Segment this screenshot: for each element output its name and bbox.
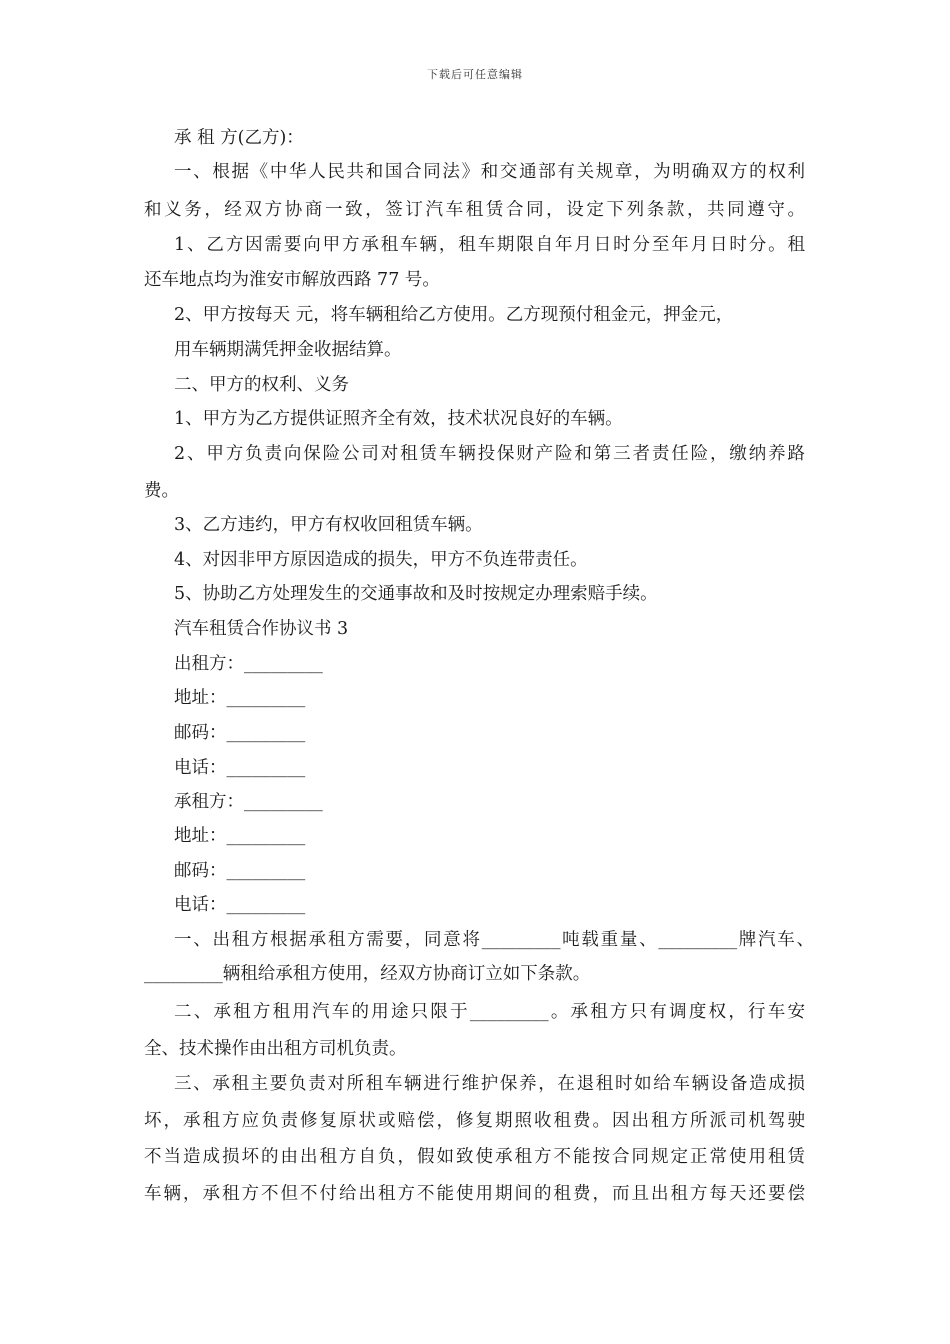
paragraph-line: 4、对因非甲方原因造成的损失，甲方不负连带责任。 — [174, 550, 588, 570]
paragraph-line: 1、乙方因需要向甲方承租车辆，租车期限自年月日时分至年月日时分。租 — [174, 235, 805, 255]
paragraph-line: 车辆，承租方不但不付给出租方不能使用期间的租费，而且出租方每天还要偿 — [144, 1184, 805, 1204]
lessee-label: 承 租 方(乙方)： — [174, 128, 304, 148]
paragraph-line: 还车地点均为淮安市解放西路 77 号。 — [144, 270, 440, 290]
page-header-note: 下载后可任意编辑 — [427, 68, 523, 81]
paragraph-line: 5、协助乙方处理发生的交通事故和及时按规定办理索赔手续。 — [174, 584, 658, 604]
paragraph-line: 不当造成损坏的由出租方自负，假如致使承租方不能按合同规定正常使用租赁 — [144, 1147, 805, 1167]
paragraph-line: 二、承租方租用汽车的用途只限于_________。承租方只有调度权，行车安 — [174, 1002, 805, 1022]
lessee-field: 承租方：_________ — [174, 792, 323, 812]
phone-field: 电话：_________ — [174, 758, 306, 778]
document-title: 汽车租赁合作协议书 3 — [174, 619, 349, 639]
address-field: 地址：_________ — [174, 688, 306, 708]
address-field: 地址：_________ — [174, 826, 306, 846]
paragraph-line: 1、甲方为乙方提供证照齐全有效，技术状况良好的车辆。 — [174, 409, 623, 429]
paragraph-line: 一、根据《中华人民共和国合同法》和交通部有关规章，为明确双方的权利 — [174, 162, 805, 182]
paragraph-line: 3、乙方违约，甲方有权收回租赁车辆。 — [174, 515, 483, 535]
lessor-field: 出租方：_________ — [174, 654, 323, 674]
paragraph-line: 全、技术操作由出租方司机负责。 — [144, 1039, 407, 1059]
paragraph-line: 三、承租主要负责对所租车辆进行维护保养，在退租时如给车辆设备造成损 — [174, 1074, 805, 1094]
phone-field: 电话：_________ — [174, 895, 306, 915]
paragraph-line: 用车辆期满凭押金收据结算。 — [174, 340, 402, 360]
paragraph-line: 费。 — [144, 481, 179, 501]
paragraph-line: 一、出租方根据承租方需要，同意将_________吨载重量、_________牌汽车、 — [174, 930, 814, 950]
paragraph-line: 坏，承租方应负责修复原状或赔偿，修复期照收租费。因出租方所派司机驾驶 — [144, 1111, 805, 1131]
paragraph-line: 2、甲方负责向保险公司对租赁车辆投保财产险和第三者责任险，缴纳养路 — [174, 444, 805, 464]
section-heading: 二、甲方的权利、义务 — [174, 375, 349, 395]
postcode-field: 邮码：_________ — [174, 723, 306, 743]
paragraph-line: 2、甲方按每天 元，将车辆租给乙方使用。乙方现预付租金元，押金元， — [174, 305, 734, 325]
paragraph-line: _________辆租给承租方使用，经双方协商订立如下条款。 — [144, 964, 591, 984]
paragraph-line: 和义务，经双方协商一致，签订汽车租赁合同，设定下列条款，共同遵守。 — [144, 200, 805, 220]
postcode-field: 邮码：_________ — [174, 861, 306, 881]
